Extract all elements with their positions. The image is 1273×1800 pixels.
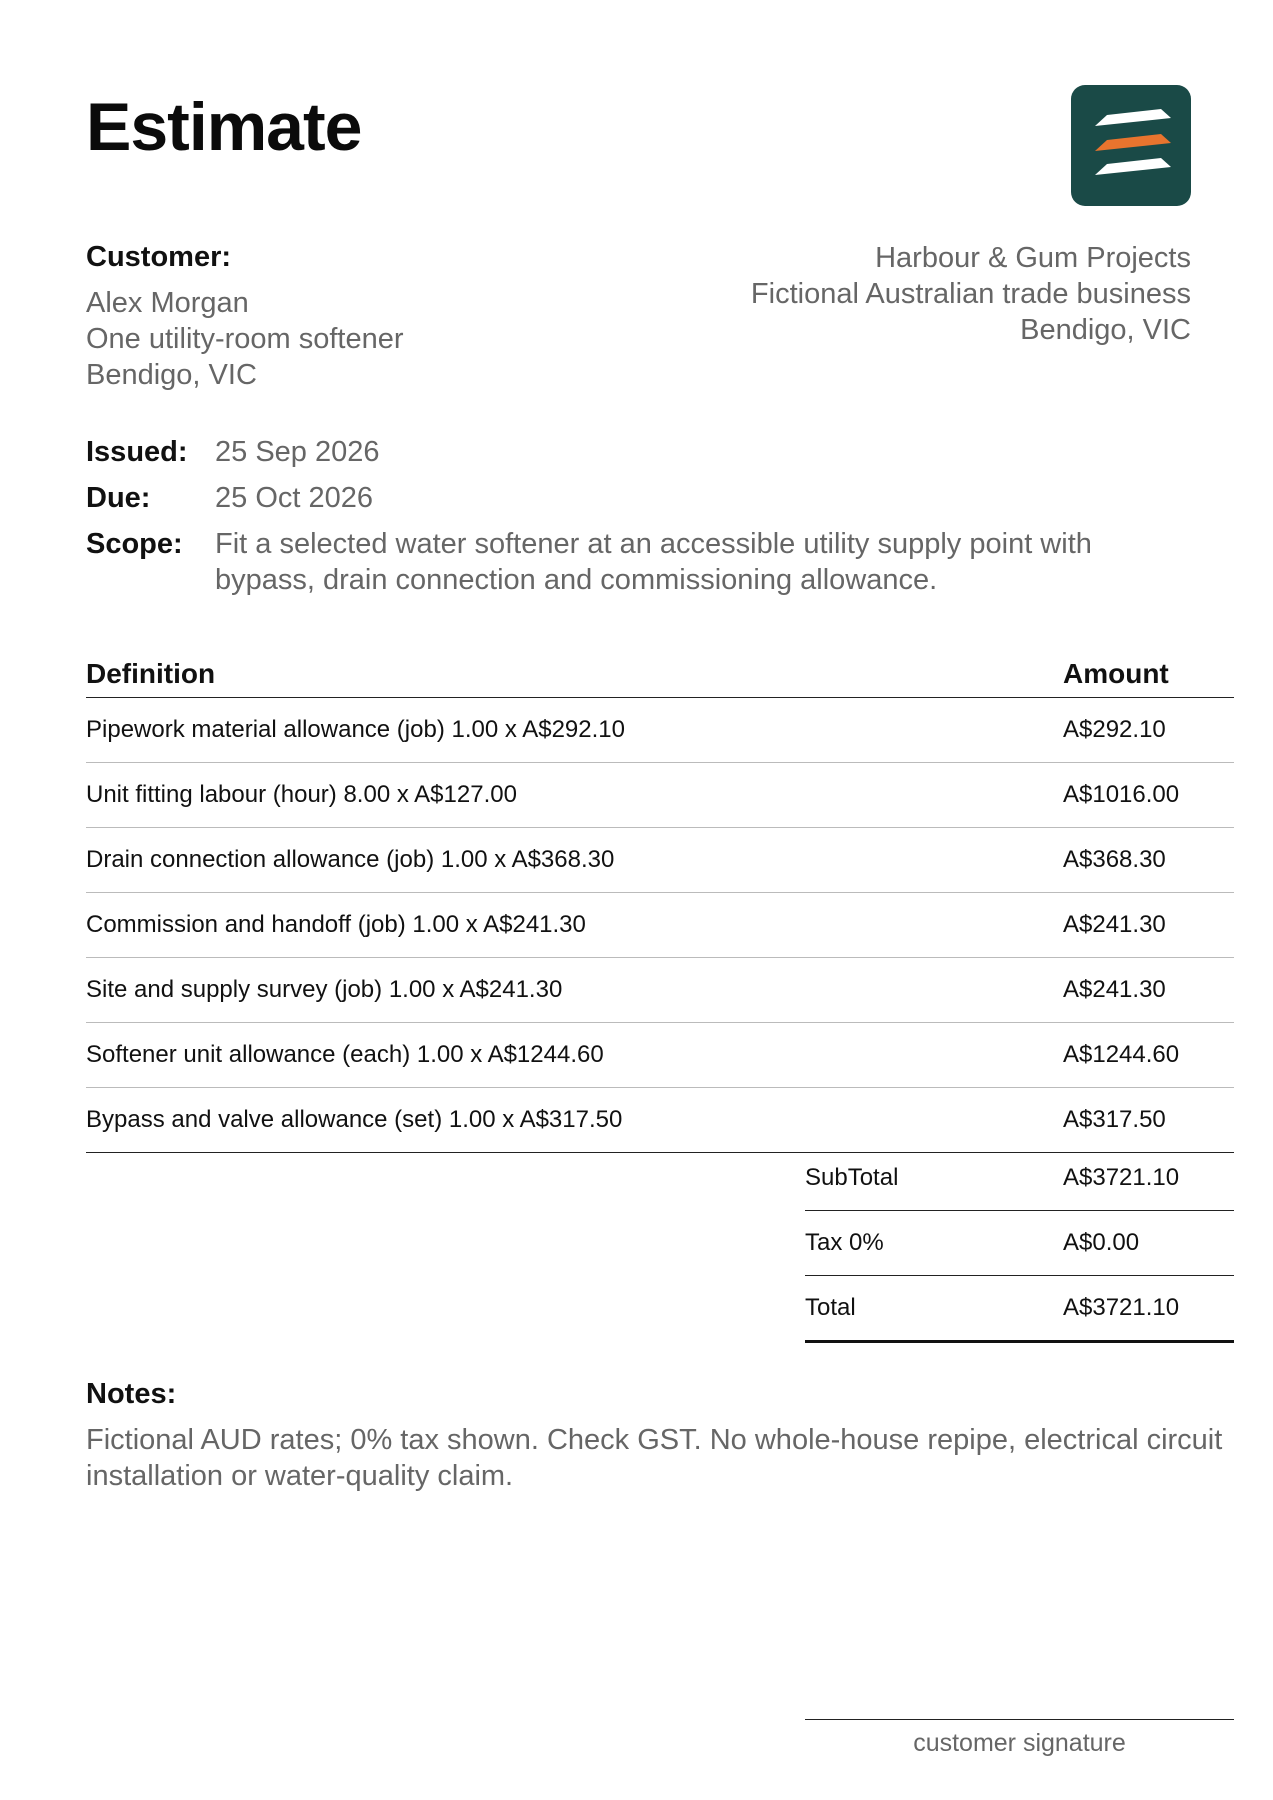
- item-definition: Softener unit allowance (each) 1.00 x A$1244.60: [86, 1041, 604, 1068]
- business-details: [751, 240, 1191, 348]
- item-amount: A$317.50: [1063, 1106, 1166, 1133]
- total-row: [805, 1276, 1234, 1343]
- totals-table: [805, 1146, 1234, 1343]
- company-logo: [1071, 85, 1191, 206]
- due-date: 25 Oct 2026: [215, 482, 373, 514]
- item-definition: Commission and handoff (job) 1.00 x A$241.30: [86, 911, 586, 938]
- table-row: [86, 1088, 1234, 1153]
- item-amount: A$1016.00: [1063, 781, 1180, 808]
- tax-row: [805, 1211, 1234, 1276]
- table-header: [86, 650, 1234, 698]
- item-definition: Bypass and valve allowance (set) 1.00 x A$317.50: [86, 1106, 623, 1133]
- notes-text: Fictional AUD rates; 0% tax shown. Check GST. No whole-house repipe, electrical circuit installation or water-quality claim.: [86, 1424, 1223, 1492]
- customer-label: Customer:: [86, 241, 232, 273]
- item-amount: A$292.10: [1063, 716, 1166, 743]
- due-row: [86, 480, 1186, 516]
- issued-row: [86, 434, 1186, 470]
- item-definition: Pipework material allowance (job) 1.00 x A$292.10: [86, 716, 625, 743]
- total-value: A$3721.10: [1063, 1294, 1180, 1321]
- estimate-meta: [86, 434, 1186, 608]
- scope-text: Fit a selected water softener at an accessible utility supply point with bypass, drain connection and commissioning allowance.: [215, 528, 1092, 596]
- amount-header: Amount: [1063, 657, 1169, 689]
- item-definition: Unit fitting labour (hour) 8.00 x A$127.00: [86, 781, 517, 808]
- scope-row: [86, 526, 1186, 598]
- item-amount: A$241.30: [1063, 911, 1166, 938]
- business-location: Bendigo, VIC: [1020, 314, 1191, 346]
- item-amount: A$1244.60: [1063, 1041, 1180, 1068]
- document-title: Estimate: [86, 89, 362, 165]
- customer-job: One utility-room softener: [86, 323, 404, 355]
- item-amount: A$241.30: [1063, 976, 1166, 1003]
- table-row: [86, 958, 1234, 1023]
- item-definition: Drain connection allowance (job) 1.00 x A$368.30: [86, 846, 615, 873]
- customer-details: [86, 285, 404, 393]
- business-description: Fictional Australian trade business: [750, 278, 1191, 310]
- table-row: [86, 828, 1234, 893]
- stacked-layers-icon: [1071, 85, 1191, 206]
- notes-label: Notes:: [86, 1378, 177, 1410]
- subtotal-label: SubTotal: [805, 1164, 899, 1191]
- subtotal-value: A$3721.10: [1063, 1164, 1180, 1191]
- tax-label: Tax 0%: [805, 1229, 884, 1256]
- due-label: Due:: [86, 482, 151, 514]
- table-row: [86, 763, 1234, 828]
- business-name: Harbour & Gum Projects: [875, 242, 1191, 274]
- tax-value: A$0.00: [1063, 1229, 1140, 1256]
- line-items-table: [86, 650, 1234, 1153]
- item-definition: Site and supply survey (job) 1.00 x A$241.30: [86, 976, 563, 1003]
- customer-location: Bendigo, VIC: [86, 359, 257, 391]
- signature-label: customer signature: [913, 1729, 1126, 1757]
- item-amount: A$368.30: [1063, 846, 1166, 873]
- signature-line: [805, 1719, 1234, 1720]
- table-row: [86, 698, 1234, 763]
- total-label: Total: [805, 1294, 856, 1321]
- definition-header: Definition: [86, 657, 216, 689]
- customer-name: Alex Morgan: [86, 287, 249, 319]
- table-row: [86, 893, 1234, 958]
- issued-date: 25 Sep 2026: [215, 436, 380, 468]
- scope-label: Scope:: [86, 528, 183, 560]
- subtotal-row: [805, 1146, 1234, 1211]
- issued-label: Issued:: [86, 436, 188, 468]
- table-row: [86, 1023, 1234, 1088]
